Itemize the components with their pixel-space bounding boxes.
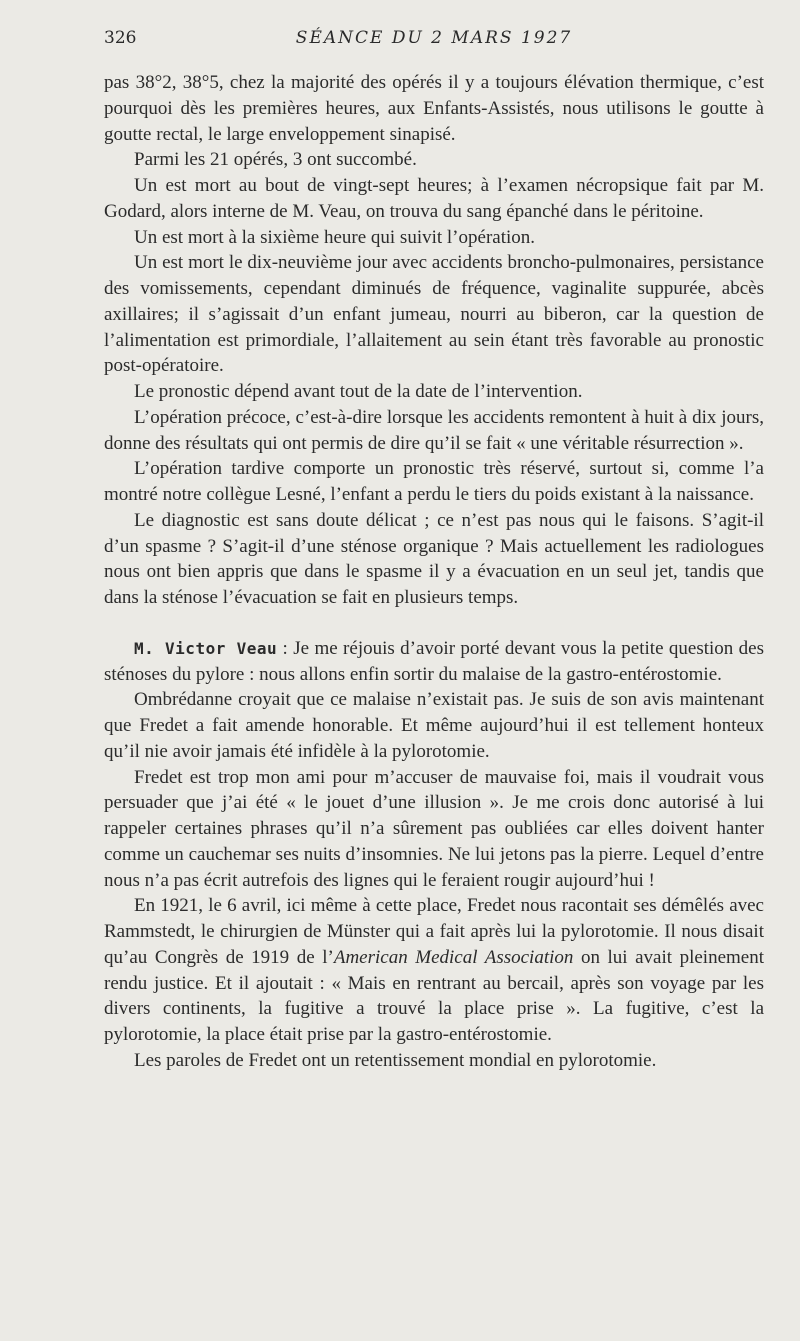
paragraph: L’opération tardive comporte un pronostic très réservé, surtout si, comme l’a montré notre collègue Lesné, l’enfant a perdu le tiers du poids existant à la naissance. <box>104 458 764 505</box>
paragraph: pas 38°2, 38°5, chez la majorité des opérés il y a toujours élévation thermique, c’est pourquoi dès les premières heures, aux Enfants-Assistés, nous utilisons le goutte à goutte rectal, le large enveloppement sinapisé. <box>104 72 764 145</box>
paragraph: Un est mort à la sixième heure qui suivit l’opération. <box>134 226 536 248</box>
body-text <box>104 70 764 1074</box>
text-span: En 1921, le 6 avril, ici même à cette place, Fredet nous racontait ses démêlés avec Rammstedt, le chirurgien de Münster qui a fait après lui la pylorotomie. Il nous disait qu’au Congrès de 1919 de l’ <box>104 895 764 968</box>
speech-intro-text: : Je me réjouis d’avoir porté devant vous la petite question des sténoses du pylore : nous allons enfin sortir du malaise de la gastro-entérostomie. <box>104 637 764 685</box>
paragraph: Un est mort au bout de vingt-sept heures; à l’examen nécropsique fait par M. Godard, alors interne de M. Veau, on trouva du sang épanché dans le péritoine. <box>104 175 764 222</box>
paragraph-1921 <box>104 893 764 1048</box>
paragraph: L’opération précoce, c’est-à-dire lorsque les accidents remontent à huit à dix jours, donne des résultats qui ont permis de dire qu’il se fait « une véritable résurrection ». <box>104 406 764 454</box>
paragraph: Ombrédanne croyait que ce malaise n’existait pas. Je suis de son avis maintenant que Fredet a fait amende honorable. Et même aujourd’hui il est tellement honteux qu’il nie avoir jamais été infidèle à la pylorotomie. <box>104 689 764 762</box>
paragraph: Le diagnostic est sans doute délicat ; ce n’est pas nous qui le faisons. S’agit-il d’un spasme ? S’agit-il d’une sténose organique ? Mais actuellement les radiologues nous ont bien appris que dans le spasme il y a évacuation en un seul jet, tandis que dans la sténose l’évacuation se fait en plusieurs temps. <box>104 509 764 608</box>
speaker-name: M. Victor Veau <box>134 638 278 658</box>
running-head: SÉANCE DU 2 MARS 1927 <box>295 28 573 48</box>
paragraph: Le pronostic dépend avant tout de la date de l’intervention. <box>134 381 583 402</box>
italic-journal-title: American Medical Association <box>333 946 574 968</box>
paragraph: Un est mort le dix-neuvième jour avec accidents broncho-pulmonaires, persistance des vomissements, cependant diminués de fréquence, vaginalite suppurée, abcès axillaires; il s’agissait d’un enfant jumeau, nourri au biberon, car la question de l’alimentation est primordiale, l’allaitement au sein étant très favorable au pronostic post-opératoire. <box>104 252 764 377</box>
paragraph: Les paroles de Fredet ont un retentissement mondial en pylorotomie. <box>134 1049 657 1071</box>
page-header <box>104 28 764 54</box>
text-span: on lui avait pleinement rendu justice. Et il ajoutait : « Mais en rentrant au bercail, après son voyage par les divers continents, la fugitive a trouvé la place prise ». La fugitive, c’est la pylorotomie, la place était prise par la gastro-entérostomie. <box>104 946 765 1045</box>
speech-intro-paragraph <box>104 636 764 688</box>
paragraph: Parmi les 21 opérés, 3 ont succombé. <box>134 149 417 171</box>
page-number: 326 <box>104 28 137 48</box>
paragraph: Fredet est trop mon ami pour m’accuser de mauvaise foi, mais il voudrait vous persuader que j’ai été « le jouet d’une illusion ». Je me crois donc autorisé à lui rappeler certaines phrases qu’il n’a sûrement pas oubliées car elles doivent hanter comme un cauchemar ses nuits d’insomnies. Ne lui jetons pas la pierre. Lequel d’entre nous n’a pas écrit autrefois des lignes qui le feraient rougir aujourd’hui ! <box>104 766 764 891</box>
